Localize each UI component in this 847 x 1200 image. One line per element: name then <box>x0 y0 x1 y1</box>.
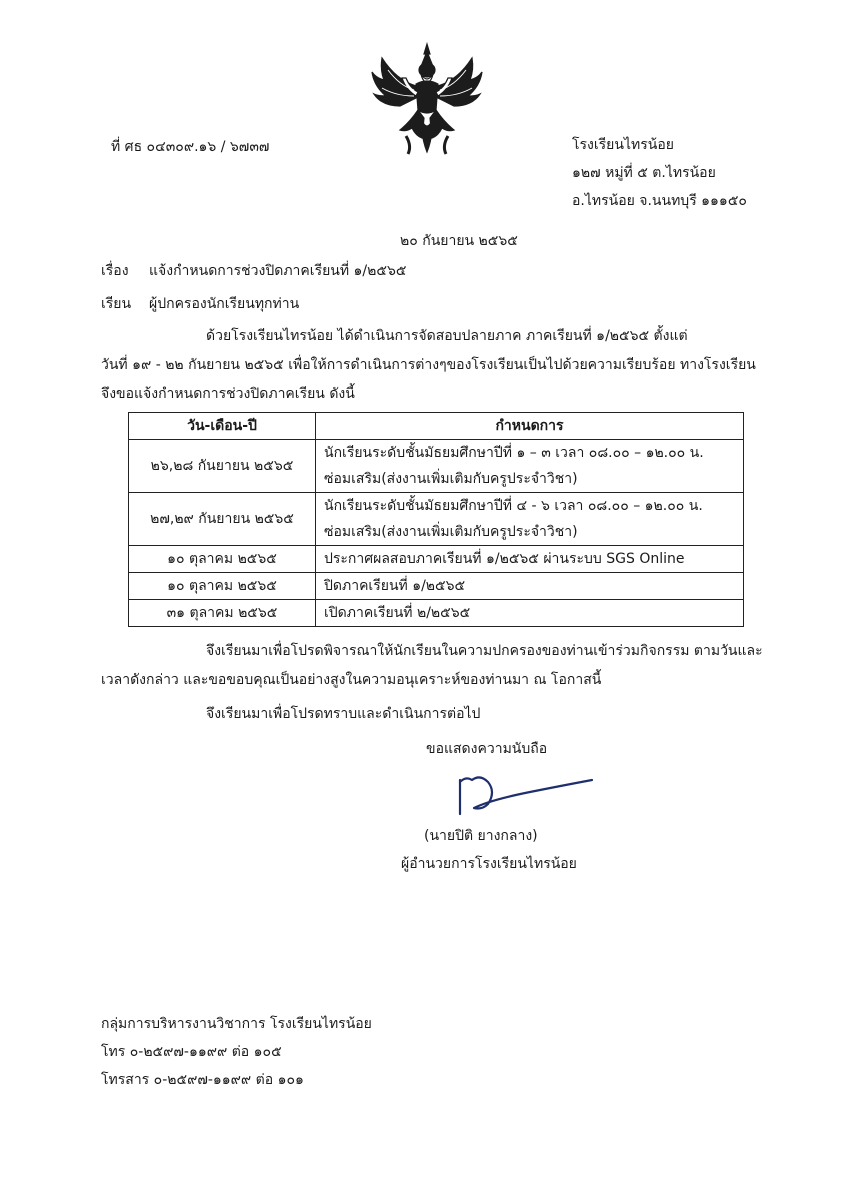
row-date: ๒๗,๒๙ กันยายน ๒๕๖๕ <box>129 493 316 546</box>
school-address-line1: ๑๒๗ หมู่ที่ ๕ ต.ไทรน้อย <box>572 165 716 181</box>
intro-line: วันที่ ๑๙ - ๒๒ กันยายน ๒๕๖๕ เพื่อให้การดำเนินการต่างๆของโรงเรียนเป็นไปด้วยความเรียบร้อย ทางโรงเรียน <box>101 357 756 373</box>
table-row <box>129 440 744 493</box>
request-line: จึงเรียนมาเพื่อโปรดทราบและดำเนินการต่อไป <box>206 706 481 722</box>
agenda-line: ซ่อมเสริม(ส่งงานเพิ่มเติมกับครูประจำวิชา) <box>324 471 578 487</box>
intro-paragraph <box>101 322 773 409</box>
closing-line: จึงเรียนมาเพื่อโปรดพิจารณาให้นักเรียนในความปกครองของท่านเข้าร่วมกิจกรรม ตามวันและ <box>206 643 763 659</box>
row-agenda: เปิดภาคเรียนที่ ๒/๒๕๖๕ <box>316 600 744 627</box>
intro-line: ด้วยโรงเรียนไทรน้อย ได้ดำเนินการจัดสอบปลายภาค ภาคเรียนที่ ๑/๒๕๖๕ ตั้งแต่ <box>206 328 688 344</box>
row-date: ๑๐ ตุลาคม ๒๕๖๕ <box>129 546 316 573</box>
table-row <box>129 546 744 573</box>
column-header-agenda: กำหนดการ <box>316 413 744 440</box>
row-agenda <box>316 440 744 493</box>
intro-line: จึงขอแจ้งกำหนดการช่วงปิดภาคเรียน ดังนี้ <box>101 386 355 402</box>
row-date: ๑๐ ตุลาคม ๒๕๖๕ <box>129 573 316 600</box>
document-number: ที่ ศธ ๐๔๓๐๙.๑๖ / ๖๗๓๗ <box>111 139 270 155</box>
row-date: ๒๖,๒๘ กันยายน ๒๕๖๕ <box>129 440 316 493</box>
table-row <box>129 573 744 600</box>
footer-fax: โทรสาร ๐-๒๕๙๗-๑๑๙๙ ต่อ ๑๐๑ <box>101 1072 304 1088</box>
school-address-line2: อ.ไทรน้อย จ.นนทบุรี ๑๑๑๕๐ <box>572 193 747 209</box>
handwritten-signature <box>450 770 600 826</box>
agenda-line: ซ่อมเสริม(ส่งงานเพิ่มเติมกับครูประจำวิชา) <box>324 524 578 540</box>
signatory-name: (นายปิติ ยางกลาง) <box>424 828 538 844</box>
closing-salutation: ขอแสดงความนับถือ <box>426 741 548 757</box>
recipient-label: เรียน <box>101 296 132 312</box>
closing-paragraph <box>101 637 773 695</box>
subject-text: แจ้งกำหนดการช่วงปิดภาคเรียนที่ ๑/๒๕๖๕ <box>149 263 407 279</box>
recipient-text: ผู้ปกครองนักเรียนทุกท่าน <box>149 296 300 312</box>
row-agenda: ประกาศผลสอบภาคเรียนที่ ๑/๒๕๖๕ ผ่านระบบ SGS Online <box>316 546 744 573</box>
schedule-table <box>128 412 744 627</box>
school-name: โรงเรียนไทรน้อย <box>572 137 674 153</box>
table-row <box>129 493 744 546</box>
letter-date: ๒๐ กันยายน ๒๕๖๕ <box>400 233 518 249</box>
row-agenda <box>316 493 744 546</box>
garuda-emblem <box>366 40 488 162</box>
signatory-position: ผู้อำนวยการโรงเรียนไทรน้อย <box>401 856 577 872</box>
column-header-date: วัน-เดือน-ปี <box>129 413 316 440</box>
agenda-line: นักเรียนระดับชั้นมัธยมศึกษาปีที่ ๑ – ๓ เวลา ๐๘.๐๐ – ๑๒.๐๐ น. <box>324 445 704 461</box>
footer-department: กลุ่มการบริหารงานวิชาการ โรงเรียนไทรน้อย <box>101 1016 372 1032</box>
footer-phone: โทร ๐-๒๕๙๗-๑๑๙๙ ต่อ ๑๐๕ <box>101 1044 282 1060</box>
table-row <box>129 600 744 627</box>
agenda-line: นักเรียนระดับชั้นมัธยมศึกษาปีที่ ๔ - ๖ เวลา ๐๘.๐๐ – ๑๒.๐๐ น. <box>324 498 703 514</box>
row-agenda: ปิดภาคเรียนที่ ๑/๒๕๖๕ <box>316 573 744 600</box>
table-header-row <box>129 413 744 440</box>
row-date: ๓๑ ตุลาคม ๒๕๖๕ <box>129 600 316 627</box>
closing-line: เวลาดังกล่าว และขอขอบคุณเป็นอย่างสูงในความอนุเคราะห์ของท่านมา ณ โอกาสนี้ <box>101 672 602 688</box>
subject-label: เรื่อง <box>101 263 129 279</box>
